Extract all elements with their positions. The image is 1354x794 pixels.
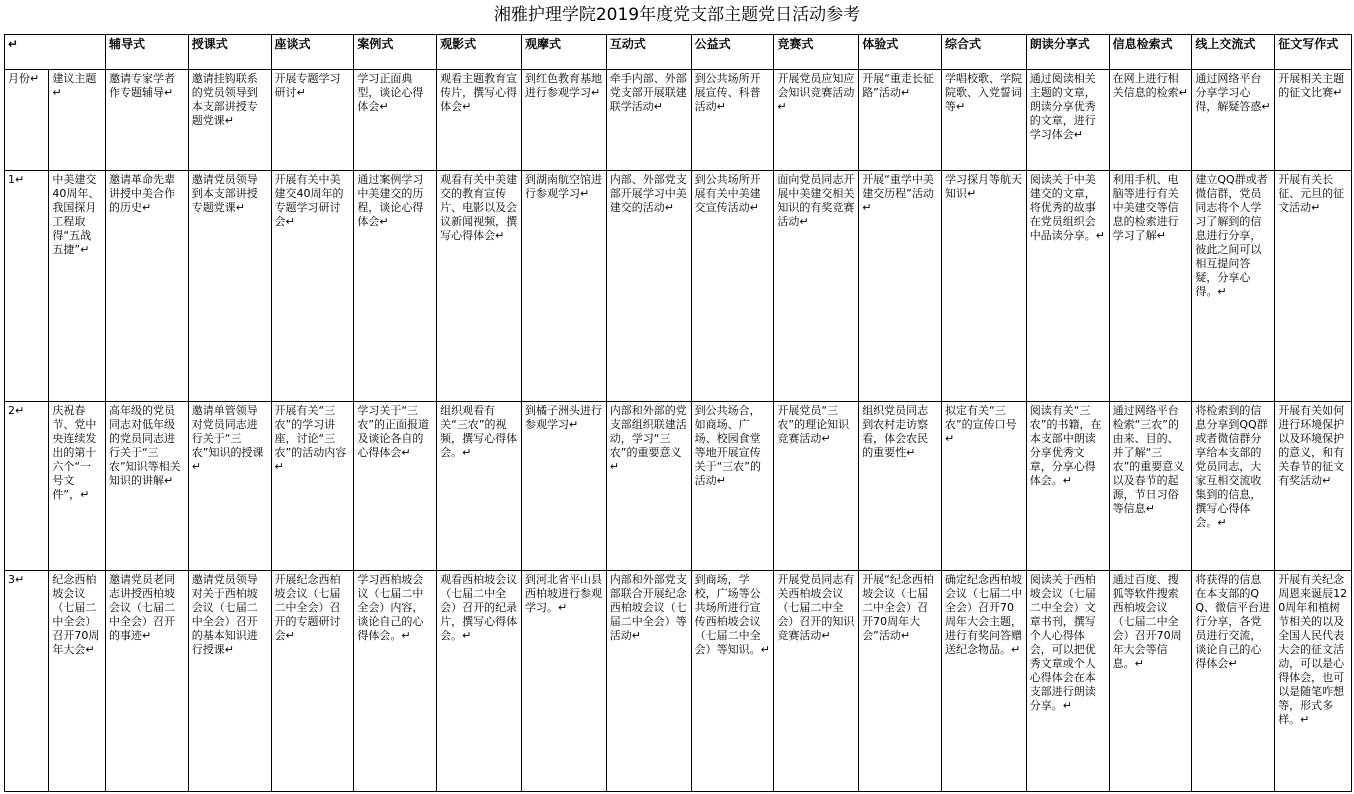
table-cell: 邀请挂钩联系的党员领导到本支部讲授专题党课↵ [188,70,271,171]
table-cell: 利用手机、电脑等进行有关中美建交等信息的检索进行学习了解↵ [1109,171,1192,402]
theme-cell: 纪念西柏坡会议（七届二中全会）召开70周年大会↵ [49,571,106,792]
activity-table [4,34,1352,792]
table-cell: 到公共场所开展宣传、科普活动↵ [691,70,774,171]
table-row [5,402,1352,571]
table-cell: 邀请党员领导到本支部讲授专题党课↵ [188,171,271,402]
column-header: 座谈式 [271,35,354,70]
table-cell: 内部和外部党支部联合开展纪念西柏坡会议（七届二中全会）等活动↵ [606,571,691,792]
table-cell: 到湖南航空馆进行参观学习↵ [521,171,606,402]
month-cell: 月份↵ [5,70,49,171]
table-cell: 邀请专家学者作专题辅导↵ [105,70,188,171]
table-cell: 将获得的信息在本支部的QQ、微信平台进行分享，各党员进行交流，谈论自己的心得体会↵ [1192,571,1275,792]
table-cell: 阅读关于西柏坡会议（七届二中全会）文章书刊，撰写个人心得体会，可以把优秀文章或个人心得体会在本支部进行朗读分享。↵ [1026,571,1109,792]
table-cell: 将检索到的信息分享到QQ群或者微信群分享给本支部的党员同志，大家互相交流收集到的信息，撰写心得体会。↵ [1192,402,1275,571]
month-cell: 3↵ [5,571,49,792]
column-header: 公益式 [691,35,774,70]
table-cell: 确定纪念西柏坡会议（七届二中全会）召开70周年大会主题，进行有奖问答赠送纪念物品。↵ [941,571,1026,792]
month-cell: 1↵ [5,171,49,402]
table-cell: 邀请革命先辈讲授中美合作的历史↵ [105,171,188,402]
table-cell: 到商场，学校，广场等公共场所进行宣传西柏坡会议（七届二中全会）等知识。↵ [691,571,774,792]
table-cell: 开展党员“三农”的理论知识竞赛活动↵ [774,402,859,571]
table-row [5,171,1352,402]
column-header: 观摩式 [521,35,606,70]
table-cell: 开展有关“三农”的学习讲座，讨论“三农”的活动内容↵ [271,402,354,571]
table-cell: 面向党员同志开展中美建交相关知识的有奖竞赛活动↵ [774,171,859,402]
column-header: 朗读分享式 [1026,35,1109,70]
table-cell: 高年级的党员同志对低年级的党员同志进行关于“三农”知识等相关知识的讲解↵ [105,402,188,571]
table-cell: 开展纪念西柏坡会议（七届二中全会）召开的专题研讨会↵ [271,571,354,792]
table-cell: 开展“纪念西柏坡会议（七届二中全会）召开70周年大会”活动↵ [859,571,942,792]
table-cell: 开展相关主题的征文比赛↵ [1275,70,1352,171]
table-cell: 观看主题教育宣传片，撰写心得体会↵ [437,70,522,171]
table-cell: 学习西柏坡会议（七届二中全会）内容，谈论自己的心得体会。↵ [354,571,437,792]
table-cell: 到橘子洲头进行参观学习↵ [521,402,606,571]
table-cell: 学习关于“三农”的正面报道及谈论各自的心得体会↵ [354,402,437,571]
table-cell: 邀请单管领导对党员同志进行关于“三农”知识的授课↵ [188,402,271,571]
table-cell: 到公共场所开展有关中美建交宣传活动↵ [691,171,774,402]
table-cell: 阅读有关“三农”的书籍，在本支部中朗读分享优秀文章，分享心得体会。↵ [1026,402,1109,571]
header-row [5,35,1352,70]
table-cell: 牵手内部、外部党支部开展联建联学活动↵ [606,70,691,171]
header-corner: ↵ [5,35,106,70]
table-cell: 开展专题学习研讨↵ [271,70,354,171]
column-header: 授课式 [188,35,271,70]
table-cell: 到公共场合，如商场、广场、校园食堂等地开展宣传关于“三农”的活动↵ [691,402,774,571]
table-cell: 组织观看有关“三农”的视频，撰写心得体会。↵ [437,402,522,571]
column-header: 案例式 [354,35,437,70]
table-cell: 开展有关中美建交40周年的专题学习研讨会↵ [271,171,354,402]
column-header: 互动式 [606,35,691,70]
table-cell: 到红色教育基地进行参观学习↵ [521,70,606,171]
table-cell: 通过案例学习中美建交的历程，谈论心得体会↵ [354,171,437,402]
table-cell: 内部和外部的党支部组织联建活动，学习“三农”的重要意义↵ [606,402,691,571]
table-cell: 邀请党员老同志讲授西柏坡会议（七届二中全会）召开的事迹↵ [105,571,188,792]
table-cell: 学唱校歌、学院院歌、入党誓词等↵ [941,70,1026,171]
month-cell: 2↵ [5,402,49,571]
table-cell: 内部、外部党支部开展学习中美建交的活动↵ [606,171,691,402]
table-cell: 观看西柏坡会议（七届二中全会）召开的纪录片，撰写心得体会。↵ [437,571,522,792]
column-header: 线上交流式 [1192,35,1275,70]
column-header: 综合式 [941,35,1026,70]
table-cell: 拟定有关“三农”的宣传口号↵ [941,402,1026,571]
table-cell: 开展党员同志有关西柏坡会议（七届二中全会）召开的知识竞赛活动↵ [774,571,859,792]
column-header: 观影式 [437,35,522,70]
column-header: 辅导式 [105,35,188,70]
page-title: 湘雅护理学院2019年度党支部主题党日活动参考 [493,5,861,25]
table-cell: 开展有关纪念周恩来诞辰120周年和植树节相关的以及全国人民代表大会的征文活动，可以是心得体会，也可以是随笔咋想等，形式多样。↵ [1275,571,1352,792]
table-cell: 观看有关中美建交的教育宣传片、电影以及会议新闻视频，撰写心得体会↵ [437,171,522,402]
table-cell: 学习正面典型，谈论心得体会↵ [354,70,437,171]
column-header: 信息检索式 [1109,35,1192,70]
table-cell: 学习探月等航天知识↵ [941,171,1026,402]
table-cell: 通过百度、搜狐等软件搜索西柏坡会议（七届二中全会）召开70周年大会等信息。↵ [1109,571,1192,792]
table-cell: 在网上进行相关信息的检索↵ [1109,70,1192,171]
column-header: 竞赛式 [774,35,859,70]
table-cell: 阅读关于中美建交的文章，将优秀的故事在党员组织会中品读分享。↵ [1026,171,1109,402]
table-cell: 通过网络平台分享学习心得，解疑答惑↵ [1192,70,1275,171]
table-row [5,70,1352,171]
table-cell: 建立QQ群或者微信群，党员同志将个人学习了解到的信息进行分享，彼此之间可以相互提问答疑，分享心得。↵ [1192,171,1275,402]
table-cell: 开展“重走长征路”活动↵ [859,70,942,171]
table-cell: 开展有关如何进行环境保护以及环境保护的意义，和有关春节的征文有奖活动↵ [1275,402,1352,571]
table-cell: 组织党员同志到农村走访察看，体会农民的重要性↵ [859,402,942,571]
theme-cell: 庆祝春节、党中央连续发出的第十六个“一号文件”，↵ [49,402,106,571]
table-cell: 开展“重学中美建交历程”活动↵ [859,171,942,402]
table-cell: 开展有关长征、元旦的征文活动↵ [1275,171,1352,402]
table-cell: 邀请党员领导对关于西柏坡会议（七届二中全会）召开的基本知识进行授课↵ [188,571,271,792]
table-cell: 通过网络平台检索“三农”的由来、目的、并了解“三农”的重要意义以及春节的起源，节日习俗等信息↵ [1109,402,1192,571]
column-header: 体验式 [859,35,942,70]
table-cell: 开展党员应知应会知识竞赛活动↵ [774,70,859,171]
table-row [5,571,1352,792]
table-cell: 到河北省平山县西柏坡进行参观学习。↵ [521,571,606,792]
theme-cell: 中美建交40周年、我国探月工程取得“五战五捷”↵ [49,171,106,402]
column-header: 征文写作式 [1275,35,1352,70]
theme-cell: 建议主题↵ [49,70,106,171]
table-cell: 通过阅读相关主题的文章，朗读分享优秀的文章，进行学习体会↵ [1026,70,1109,171]
